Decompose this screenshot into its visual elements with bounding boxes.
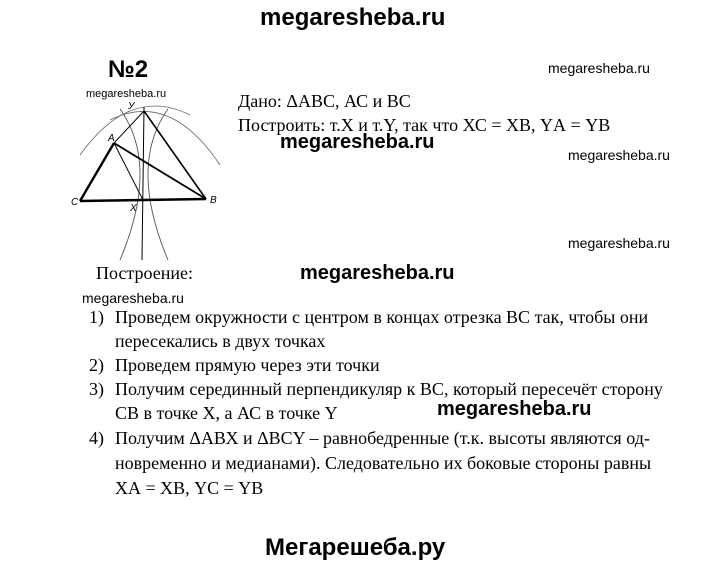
step-line: Проведем прямую через эти точки [115,355,380,375]
problem-task: Построить: т.Х и т.Y, так что ХС = ХВ, YА = YВ [238,115,611,135]
arc-from-c [120,109,140,260]
segment-ya [114,111,144,143]
watermark-mid: megaresheba.ru [280,131,435,153]
watermark-mid: megaresheba.ru [300,262,455,284]
step-line: Проведем окружности с центром в концах отрезка ВС так, чтобы они [115,307,649,327]
step-line: СВ в точке Х, а АС в точке Y [115,403,338,423]
watermark-small: megaresheba.ru [82,290,184,306]
step-number: 4) [89,428,104,448]
arc-from-c-outer [80,106,190,155]
step-number: 3) [89,379,104,399]
triangle-construction-figure [60,95,235,270]
watermark-small: megaresheba.ru [568,235,670,251]
segment-yb [144,111,206,199]
label-c: C [71,197,79,208]
side-ca [80,143,114,201]
watermark-bottom: Мегарешеба.ру [265,534,446,561]
watermark-small: megaresheba.ru [568,147,670,163]
watermark-mid: megaresheba.ru [437,398,592,420]
step-line: новременно и медианами). Следовательно их боковые стороны равны [115,453,652,473]
step-line: ХА = ХВ, YС = YВ [115,478,264,498]
label-x: X [130,203,137,214]
problem-number: №2 [108,56,149,83]
step-line: пересекались в двух точках [115,331,326,351]
label-a: A [108,133,115,144]
watermark-small: megaresheba.ru [86,88,167,100]
step-line: Получим серединный перпендикуляр к ВС, который пересечёт сторону [115,379,663,399]
step-line: Получим ΔАВХ и ΔВСY – равнобедренные (т.к. высоты являются од- [115,428,650,448]
problem-given: Дано: ΔАВС, АС и ВС [238,91,411,111]
label-y: У [128,101,135,112]
watermark-small: megaresheba.ru [548,60,650,76]
step-number: 2) [89,355,104,375]
construction-heading: Построение: [96,263,193,283]
perpendicular-bisector [142,107,144,260]
label-b: B [210,195,217,206]
watermark-top: megaresheba.ru [260,4,446,31]
step-number: 1) [89,307,104,327]
